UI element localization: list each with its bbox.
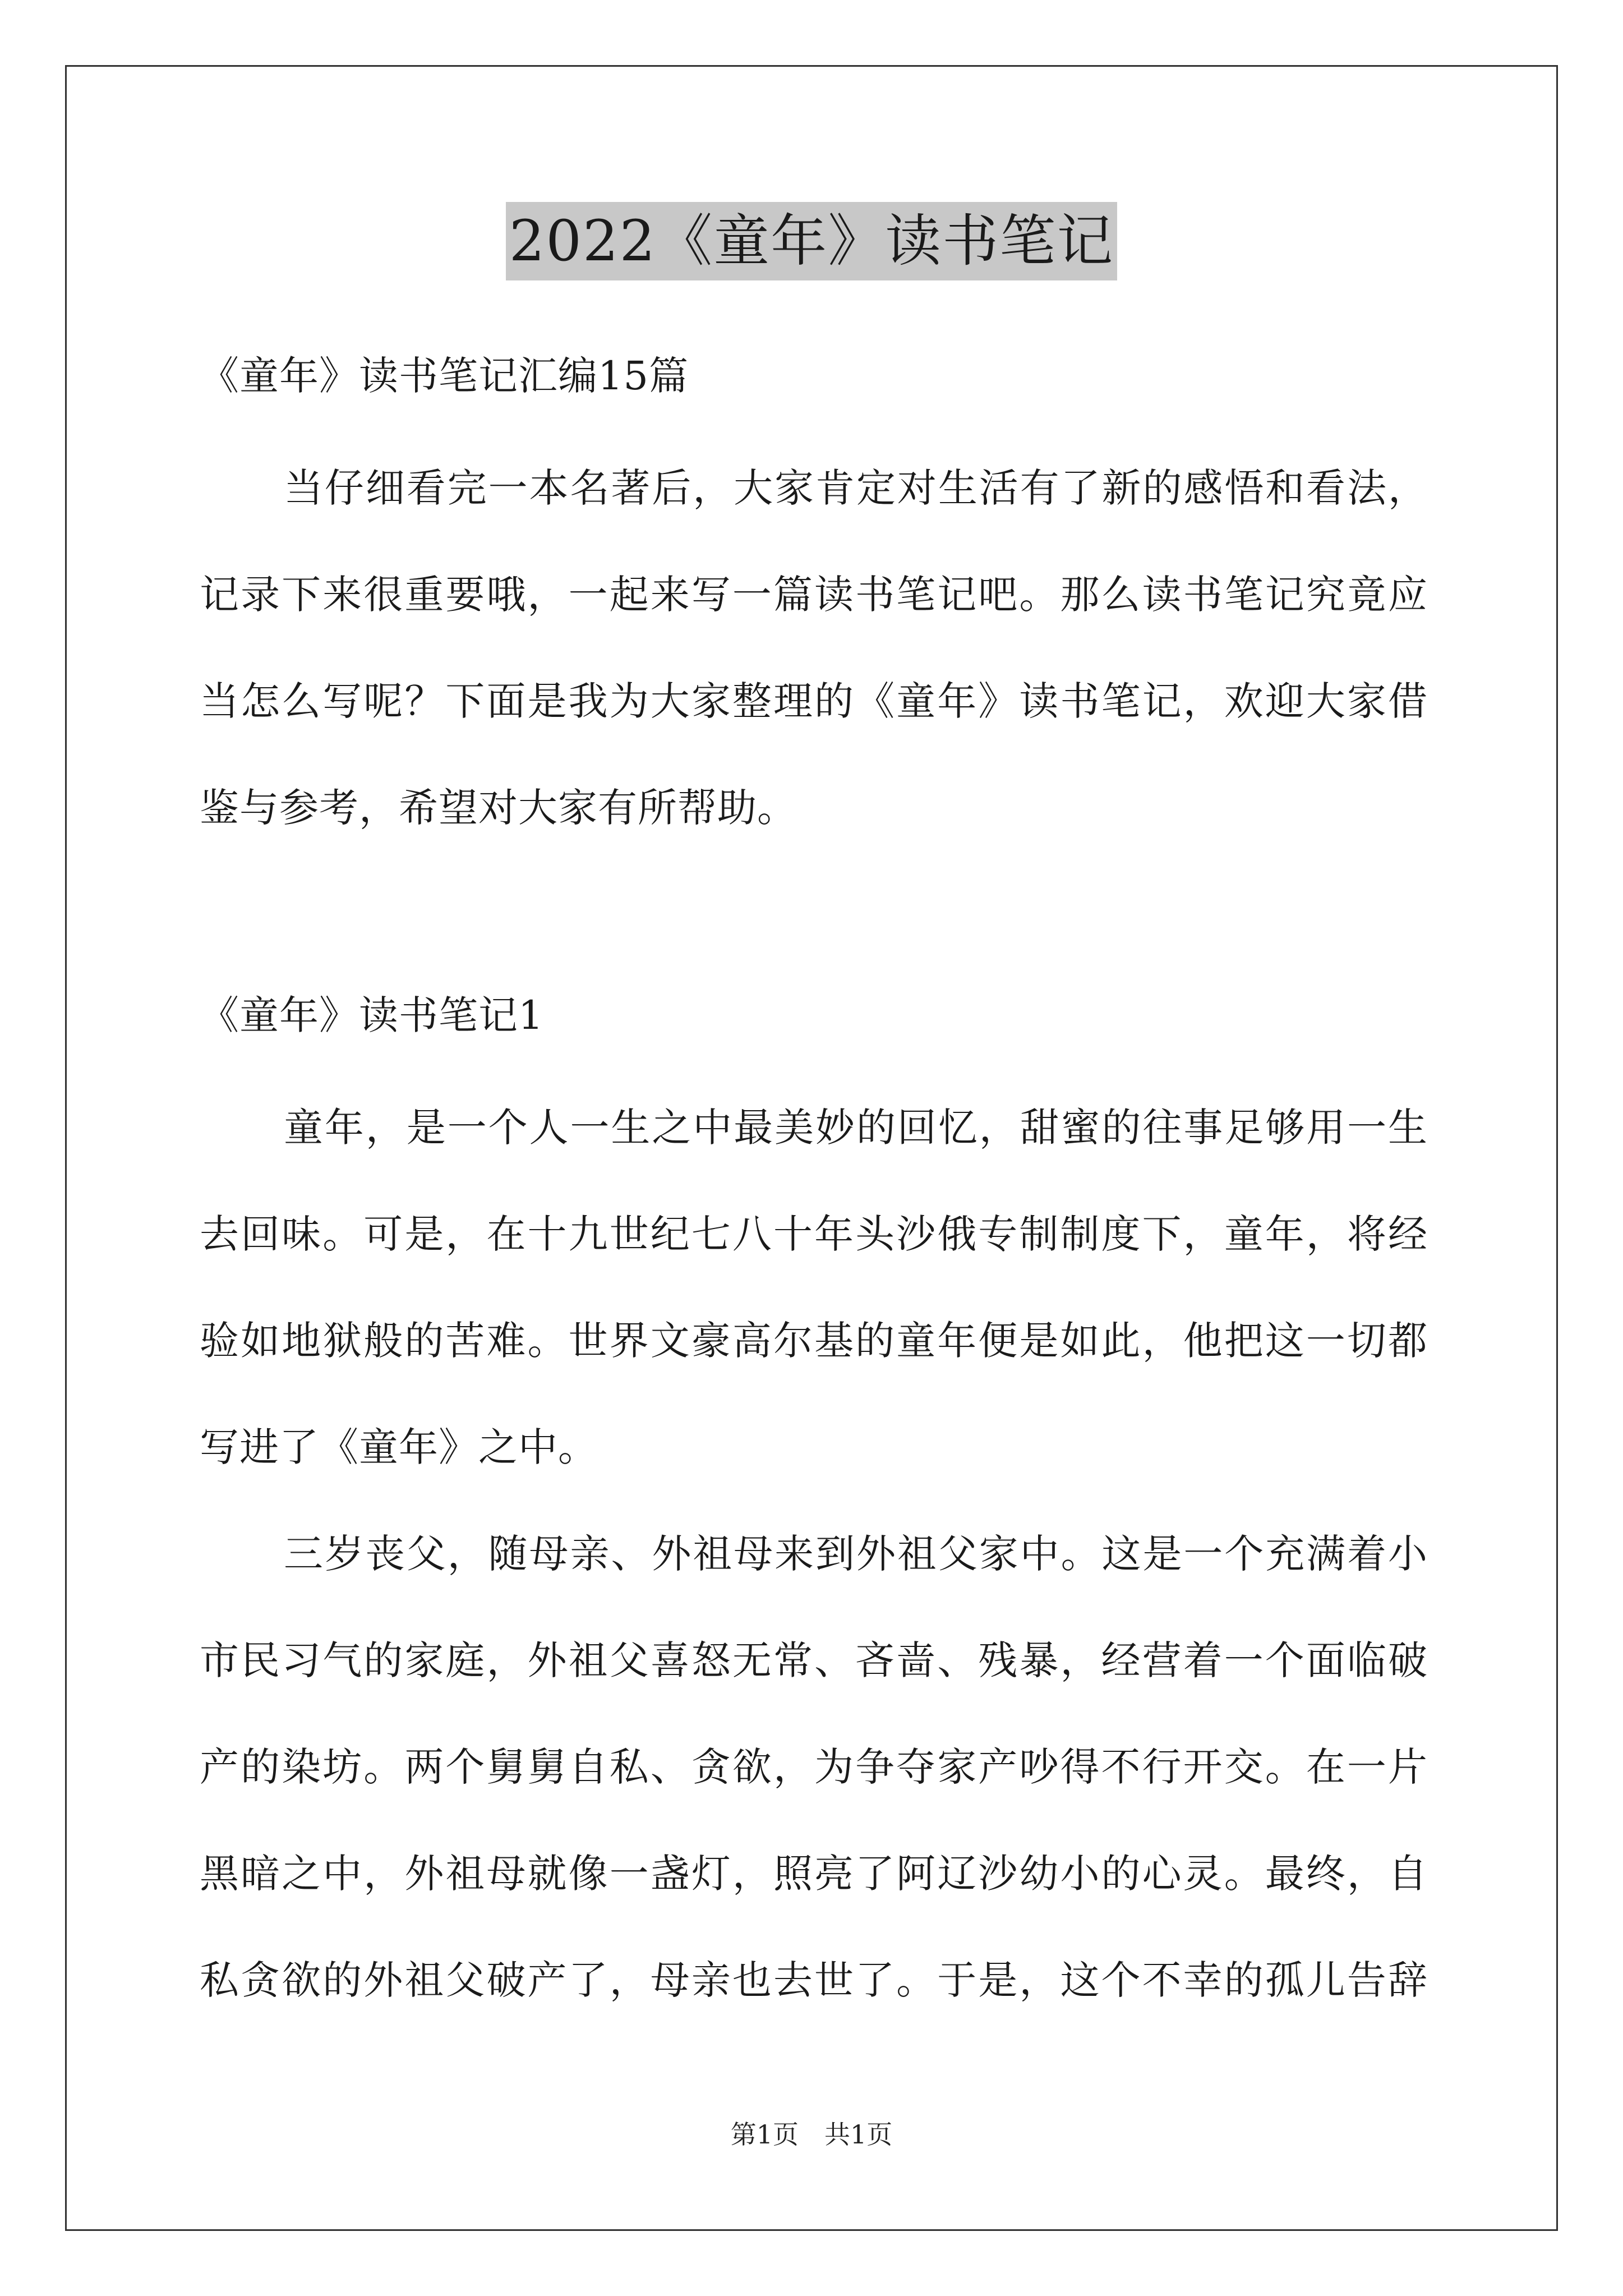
paragraph-line: 去回味。可是，在十九世纪七八十年头沙俄专制制度下，童年，将经 bbox=[200, 1211, 1428, 1257]
title-container bbox=[0, 202, 1623, 280]
paragraph-line: 市民习气的家庭，外祖父喜怒无常、吝啬、残暴，经营着一个面临破 bbox=[200, 1637, 1428, 1683]
paragraph-line: 三岁丧父，随母亲、外祖母来到外祖父家中。这是一个充满着小 bbox=[284, 1531, 1428, 1577]
paragraph-line: 黑暗之中，外祖母就像一盏灯，照亮了阿辽沙幼小的心灵。最终，自 bbox=[200, 1851, 1428, 1897]
paragraph-line: 童年，是一个人一生之中最美妙的回忆，甜蜜的往事足够用一生 bbox=[284, 1105, 1428, 1151]
intro-line: 记录下来很重要哦，一起来写一篇读书笔记吧。那么读书笔记究竟应 bbox=[200, 572, 1428, 618]
intro-line: 鉴与参考，希望对大家有所帮助。 bbox=[200, 785, 797, 831]
paragraph-line: 私贪欲的外祖父破产了，母亲也去世了。于是，这个不幸的孤儿告辞 bbox=[200, 1957, 1428, 2003]
intro-line: 当怎么写呢？下面是我为大家整理的《童年》读书笔记，欢迎大家借 bbox=[200, 678, 1428, 724]
section-heading: 《童年》读书笔记1 bbox=[200, 992, 544, 1038]
document-subtitle: 《童年》读书笔记汇编15篇 bbox=[200, 353, 689, 399]
paragraph-line: 写进了《童年》之中。 bbox=[200, 1424, 598, 1470]
paragraph-line: 验如地狱般的苦难。世界文豪高尔基的童年便是如此，他把这一切都 bbox=[200, 1318, 1428, 1364]
document-title: 2022《童年》读书笔记 bbox=[506, 202, 1118, 280]
paragraph-line: 产的染坊。两个舅舅自私、贪欲，为争夺家产吵得不行开交。在一片 bbox=[200, 1744, 1428, 1790]
page-footer: 第1页 共1页 bbox=[730, 2119, 893, 2150]
intro-line: 当仔细看完一本名著后，大家肯定对生活有了新的感悟和看法， bbox=[284, 465, 1428, 511]
